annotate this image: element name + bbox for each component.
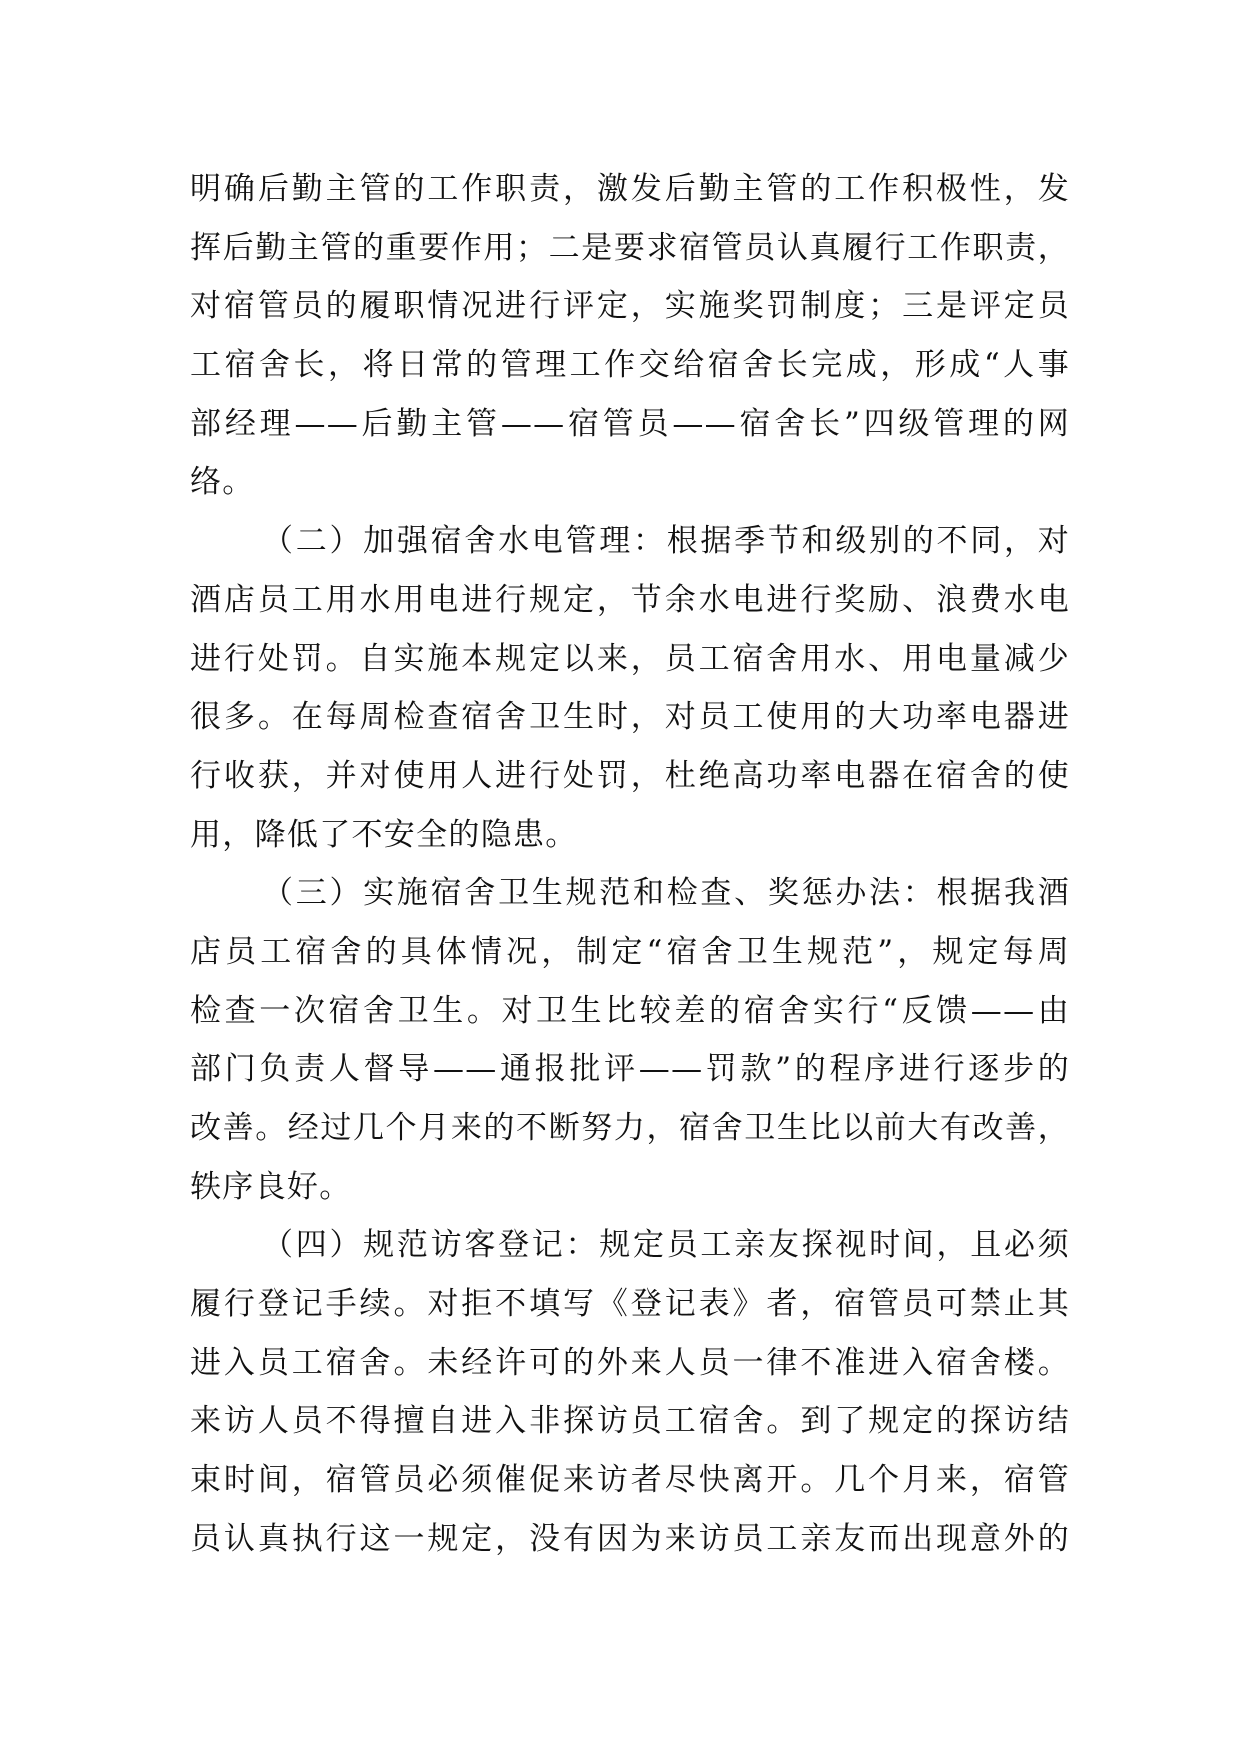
text-line: 络。 bbox=[190, 464, 255, 501]
paragraph-dorm-hygiene bbox=[190, 864, 1070, 1216]
text-line: 很多。在每周检查宿舍卫生时，对员工使用的大功率电器进 bbox=[190, 699, 1070, 736]
text-line: 部门负责人督导——通报批评——罚款”的程序进行逐步的 bbox=[190, 1051, 1070, 1088]
text-line: （三）实施宿舍卫生规范和检查、奖惩办法：根据我酒 bbox=[262, 875, 1070, 912]
text-line: 来访人员不得擅自进入非探访员工宿舍。到了规定的探访结 bbox=[190, 1403, 1070, 1440]
text-line: 进入员工宿舍。未经许可的外来人员一律不准进入宿舍楼。 bbox=[190, 1344, 1070, 1381]
text-line: 轶序良好。 bbox=[190, 1168, 352, 1205]
paragraph-water-electricity bbox=[190, 512, 1070, 864]
text-line: 员认真执行这一规定，没有因为来访员工亲友而出现意外的 bbox=[190, 1520, 1070, 1557]
text-line: 进行处罚。自实施本规定以来，员工宿舍用水、用电量减少 bbox=[190, 640, 1070, 677]
text-line: 对宿管员的履职情况进行评定，实施奖罚制度；三是评定员 bbox=[190, 288, 1070, 325]
text-line: 部经理——后勤主管——宿管员——宿舍长”四级管理的网 bbox=[190, 405, 1070, 442]
text-line: 改善。经过几个月来的不断努力，宿舍卫生比以前大有改善， bbox=[190, 1110, 1070, 1146]
text-line: 酒店员工用水用电进行规定，节余水电进行奖励、浪费水电 bbox=[190, 581, 1070, 618]
text-line: （四）规范访客登记：规定员工亲友探视时间，且必须 bbox=[262, 1227, 1070, 1264]
paragraph-visitor-registration bbox=[190, 1216, 1070, 1568]
document-page bbox=[190, 160, 1070, 1569]
text-line: 束时间，宿管员必须催促来访者尽快离开。几个月来，宿管 bbox=[190, 1462, 1070, 1499]
paragraph-management-network bbox=[190, 160, 1070, 512]
text-line: 店员工宿舍的具体情况，制定“宿舍卫生规范”，规定每周 bbox=[190, 933, 1070, 970]
text-line: 工宿舍长，将日常的管理工作交给宿舍长完成，形成“人事 bbox=[190, 347, 1070, 384]
text-line: 挥后勤主管的重要作用；二是要求宿管员认真履行工作职责， bbox=[190, 229, 1070, 266]
text-line: 行收获，并对使用人进行处罚，杜绝高功率电器在宿舍的使 bbox=[190, 757, 1070, 794]
text-line: 检查一次宿舍卫生。对卫生比较差的宿舍实行“反馈——由 bbox=[190, 992, 1070, 1029]
text-line: 明确后勤主管的工作职责，激发后勤主管的工作积极性，发 bbox=[190, 171, 1070, 207]
text-line: 履行登记手续。对拒不填写《登记表》者，宿管员可禁止其 bbox=[190, 1286, 1070, 1323]
text-line: 用，降低了不安全的隐患。 bbox=[190, 816, 578, 853]
text-line: （二）加强宿舍水电管理：根据季节和级别的不同，对 bbox=[262, 523, 1070, 560]
